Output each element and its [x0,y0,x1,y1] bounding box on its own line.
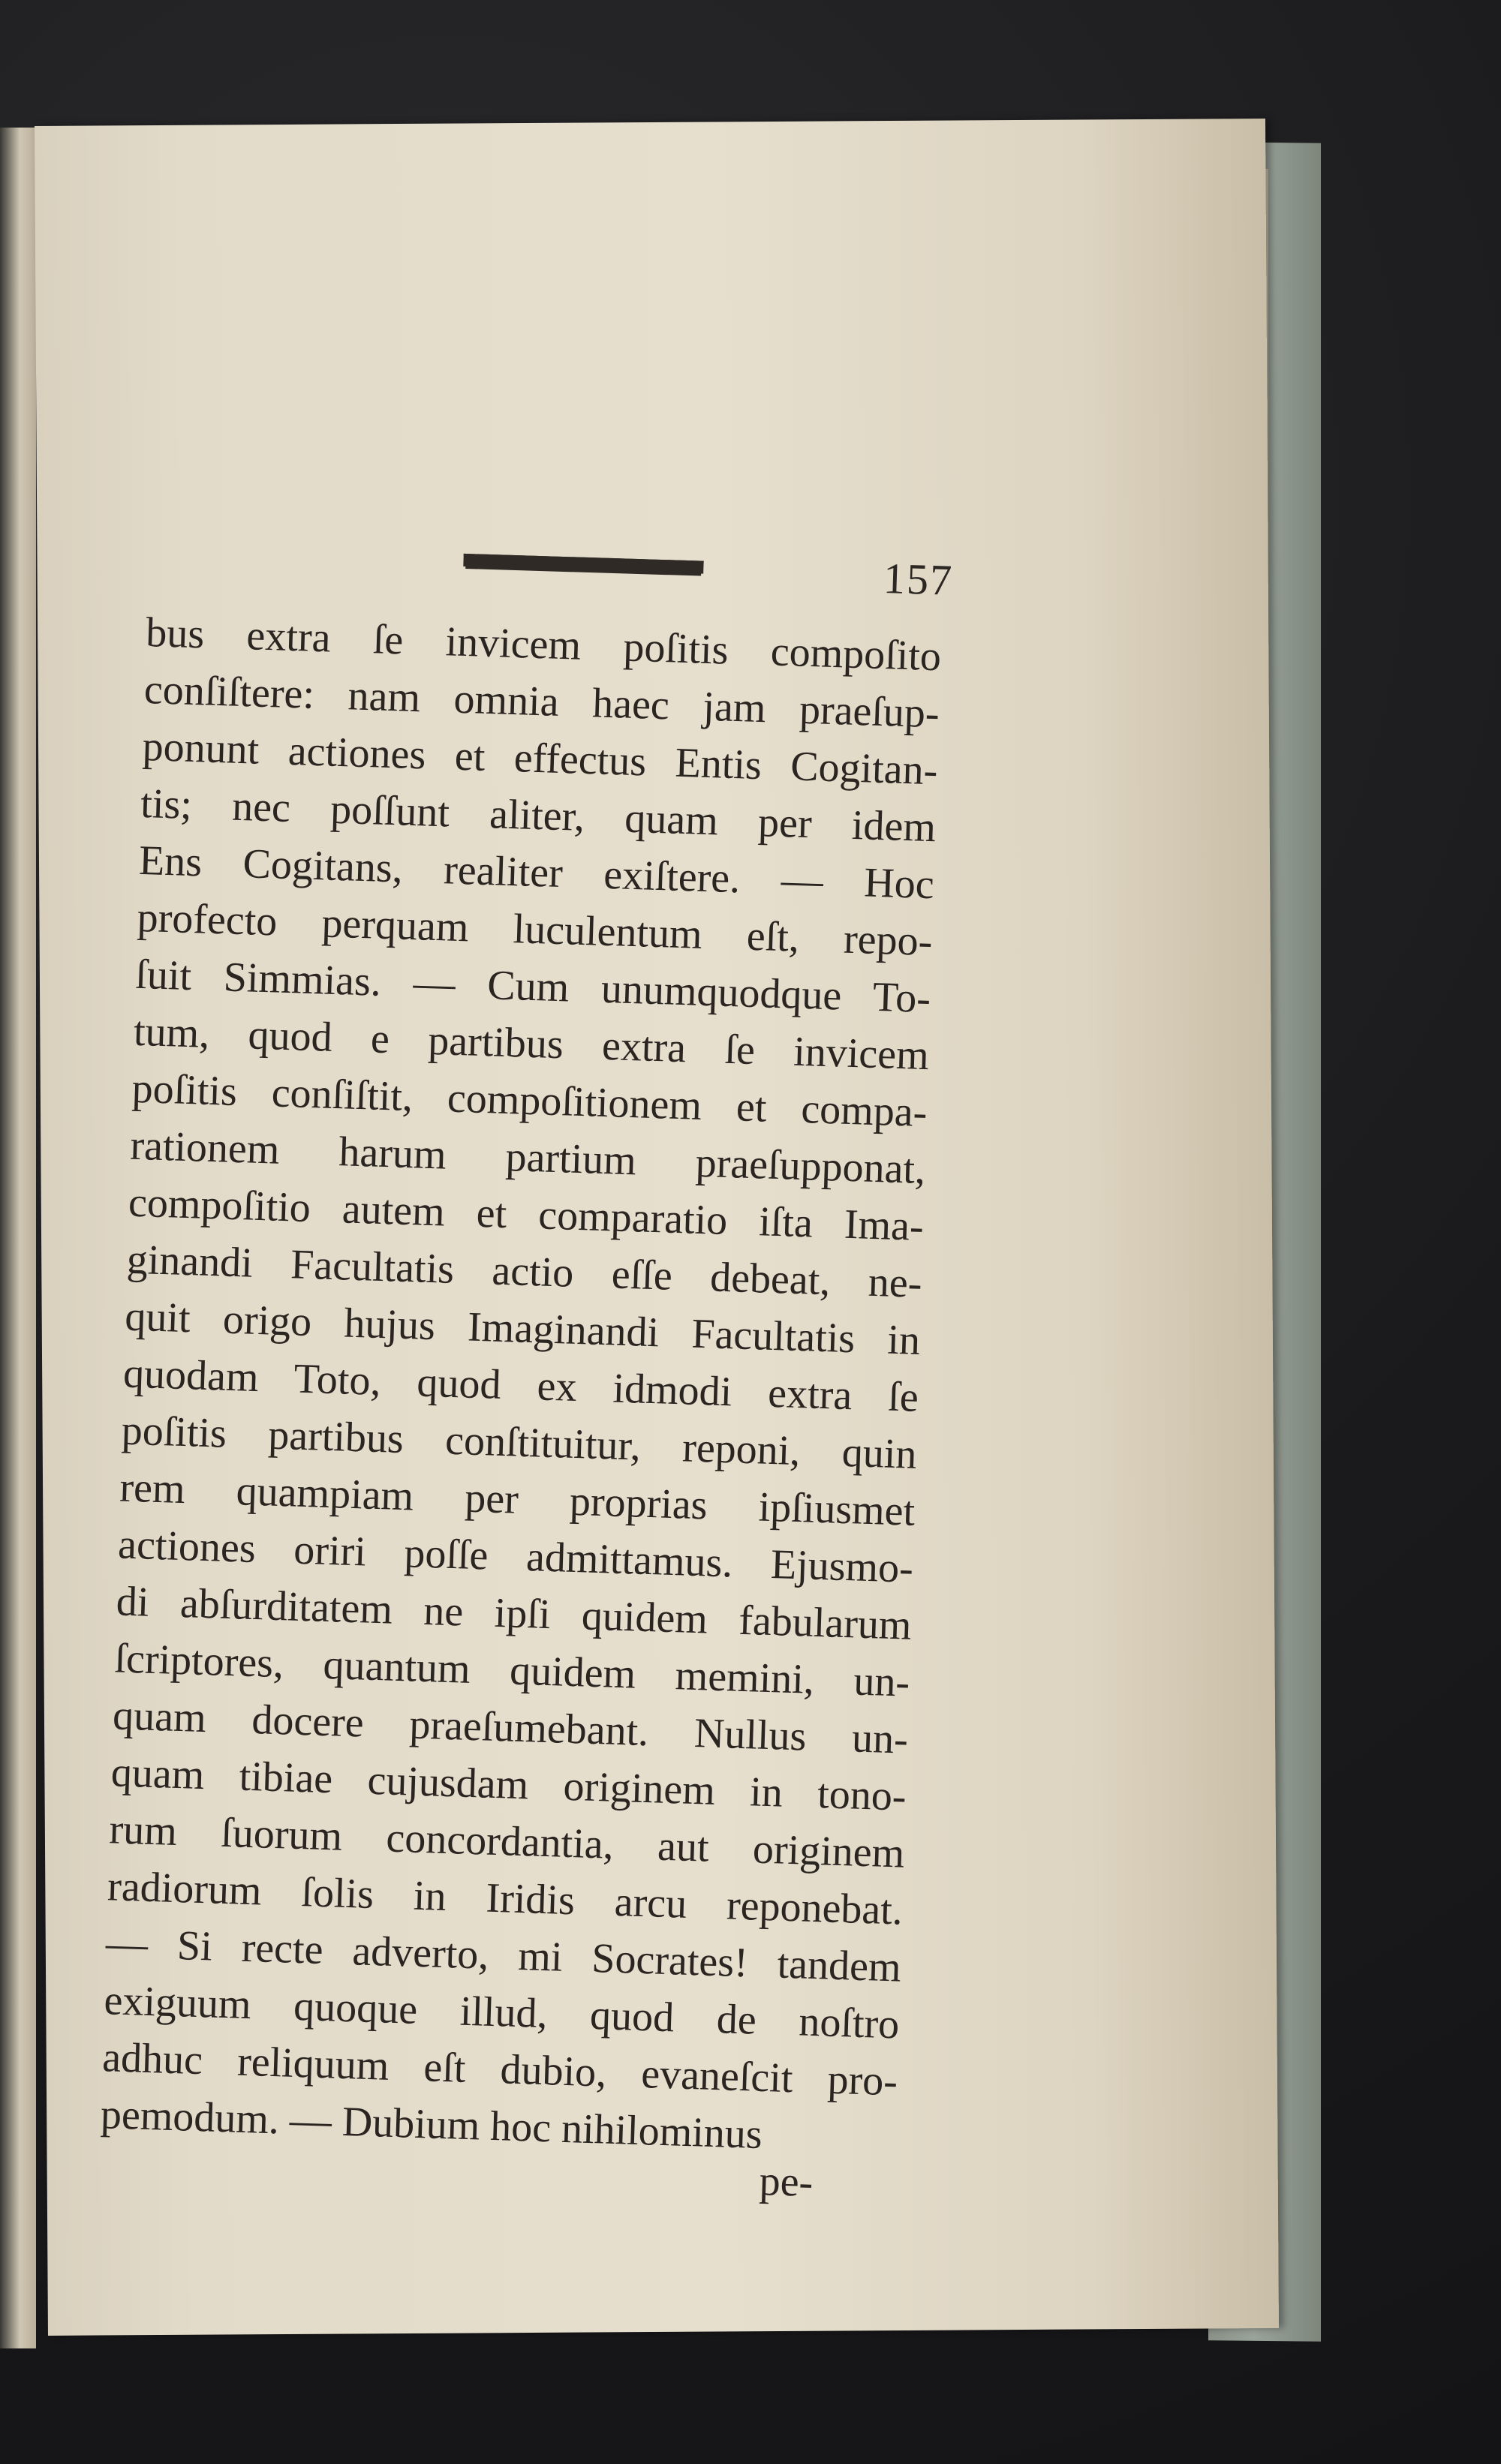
text-line: quodam Toto, quod ex idmodi extra ſe [122,1350,919,1421]
text-line: adhuc reliquum eſt dubio, evaneſcit pro- [101,2034,898,2105]
text-line: exiguum quoque illud, quod de noſtro [103,1977,901,2048]
text-line: quit origo hujus Imaginandi Facultatis in [124,1293,922,1364]
text-block [100,515,974,2207]
text-line: radiorum ſolis in Iridis arcu reponebat. [107,1863,904,1934]
text-line: profecto perquam luculentum eſt, repo- [136,894,934,966]
body-text [100,604,972,2168]
text-line: tis; nec poſſunt aliter, quam per idem [140,780,937,852]
text-line: rem quampiam per proprias ipſiusmet [119,1464,916,1535]
text-line: ginandi Facultatis actio eſſe debeat, ne- [125,1236,923,1307]
text-line: actiones oriri poſſe admittamus. Ejusmo- [117,1521,914,1592]
text-line: — Si recte adverto, mi Socrates! tandem [105,1920,902,1991]
text-line: bus extra ſe invicem poſitis compoſito [145,609,942,681]
text-line: di abſurditatem ne ipſi quidem fabularum [116,1578,913,1649]
text-line: rum ſuorum concordantia, aut originem [108,1806,906,1877]
text-line: Ens Cogitans, realiter exiſtere. — Hoc [138,837,935,909]
text-line: ſuit Simmias. — Cum unumquodque To- [134,951,931,1023]
catchword: pe- [758,2157,814,2207]
page-number: 157 [883,553,955,605]
text-line: conſiſtere: nam omnia haec jam praeſup- [143,666,940,738]
text-line: quam docere praeſumebant. Nullus un- [112,1692,909,1763]
book-page [35,119,1279,2336]
text-line: ſcriptores, quantum quidem memini, un- [113,1635,911,1706]
text-line: ponunt actiones et effectus Entis Cogitan- [141,723,939,795]
header-rule [463,554,703,574]
text-line: pemodum. — Dubium hoc nihilominus [100,2091,763,2158]
text-line: quam tibiae cujusdam originem in tono- [110,1749,907,1820]
text-line: compoſitio autem et comparatio iſta Ima- [128,1179,925,1251]
text-line: tum, quod e partibus extra ſe invicem [133,1008,930,1080]
text-line: poſitis conſiſtit, compoſitionem et compa- [131,1065,928,1137]
text-line: poſitis partibus conſtituitur, reponi, quin [120,1407,918,1478]
facing-page-edge [0,128,36,2348]
text-line: rationem harum partium praeſupponat, [129,1122,926,1194]
